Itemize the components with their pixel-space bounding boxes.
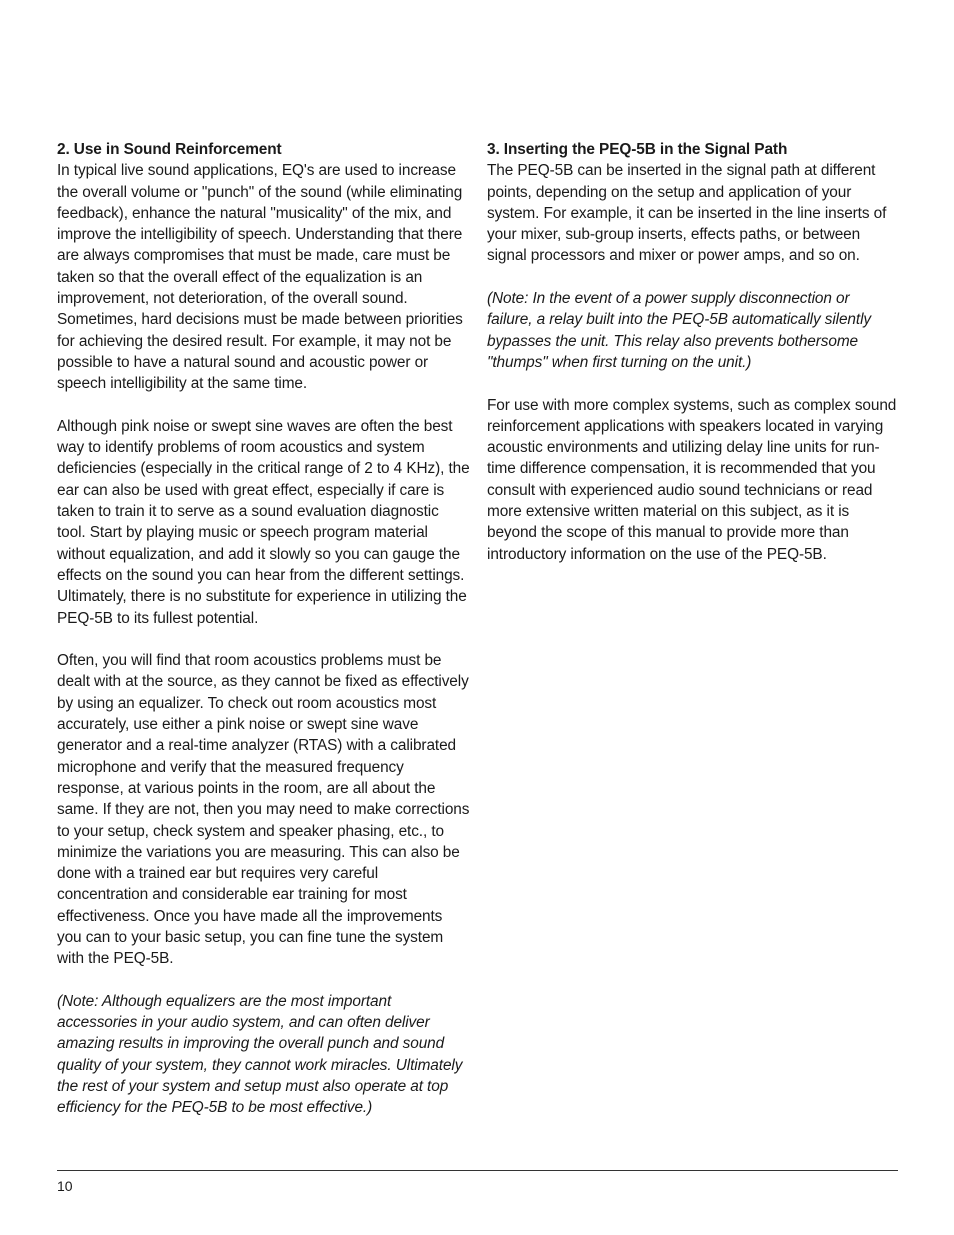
note-relay-bypass: (Note: In the event of a power supply disconnection or failure, a relay built into the PEQ-5B automatically silently bypasses the unit. This relay also prevents bothersome "thumps" when first turning on the unit.) bbox=[487, 290, 871, 371]
paragraph-complex-systems: For use with more complex systems, such as complex sound reinforcement applications with speakers located in varying acoustic environments and utilizing delay line units for run-time difference compensation, it is recommended that you consult with experienced audio sound technicians or read more extensive written material on this subject, as it is beyond the scope of this manual to provide more than introductory information on the use of the PEQ-5B. bbox=[487, 396, 897, 563]
page-number: 10 bbox=[57, 1178, 73, 1194]
section-heading-signal-path: 3. Inserting the PEQ-5B in the Signal Path bbox=[487, 141, 788, 158]
footer-divider bbox=[57, 1170, 898, 1171]
paragraph-live-sound: In typical live sound applications, EQ's are used to increase the overall volume or "punch" of the sound (while eliminating feedback), enhance the natural "musicality" of the mix, and improve the intelligibility of speech. Understanding that there are always compromises that must be made, care must be taken so that the overall effect of the equalization is an improvement, not deterioration, of the overall sound. Sometimes, hard decisions must be made between priorities for achieving the desired result. For example, it may not be possible to have a natural sound and acoustic power or speech intelligibility at the same time. bbox=[57, 162, 463, 393]
note-equalizers: (Note: Although equalizers are the most important accessories in your audio system, and can often deliver amazing results in improving the overall punch and sound quality of your system, they cannot work miracles. Ultimately the rest of your system and setup must also operate at top efficiency for the PEQ-5B to be most effective.) bbox=[57, 992, 463, 1117]
paragraph-pink-noise: Although pink noise or swept sine waves are often the best way to identify problems of room acoustics and system deficiencies (especially in the critical range of 2 to 4 KHz), the ear can also be used with great effect, especially if care is taken to train it to serve as a sound evaluation diagnostic tool. Start by playing music or speech program material without equalization, and add it slowly so you can gauge the effects on the sound you can hear from the different settings. Ultimately, there is no substitute for experience in utilizing the PEQ-5B to its fullest potential. bbox=[57, 417, 470, 627]
left-column bbox=[57, 139, 470, 1140]
paragraph-insert-points: The PEQ-5B can be inserted in the signal path at different points, depending on the setup and application of your system. For example, it can be inserted in the line inserts of your mixer, sub-group inserts, effects paths, or between signal processors and mixer or power amps, and so on. bbox=[487, 162, 887, 265]
right-column bbox=[487, 139, 899, 586]
paragraph-room-acoustics: Often, you will find that room acoustics problems must be dealt with at the source, as they cannot be fixed as effectively by using an equalizer. To check out room acoustics most accurately, use either a pink noise or swept sine wave generator and a real-time analyzer (RTAS) with a calibrated microphone and verify that the measured frequency response, at various points in the room, are all about the same. If they are not, then you may need to make corrections to your setup, check system and speaker phasing, etc., to minimize the variations you are measuring. This can also be done with a trained ear but requires very careful concentration and considerable ear training for most effectiveness. Once you have made all the improvements you can to your basic setup, you can fine tune the system with the PEQ-5B. bbox=[57, 652, 470, 968]
section-heading-sound-reinforcement: 2. Use in Sound Reinforcement bbox=[57, 141, 282, 158]
